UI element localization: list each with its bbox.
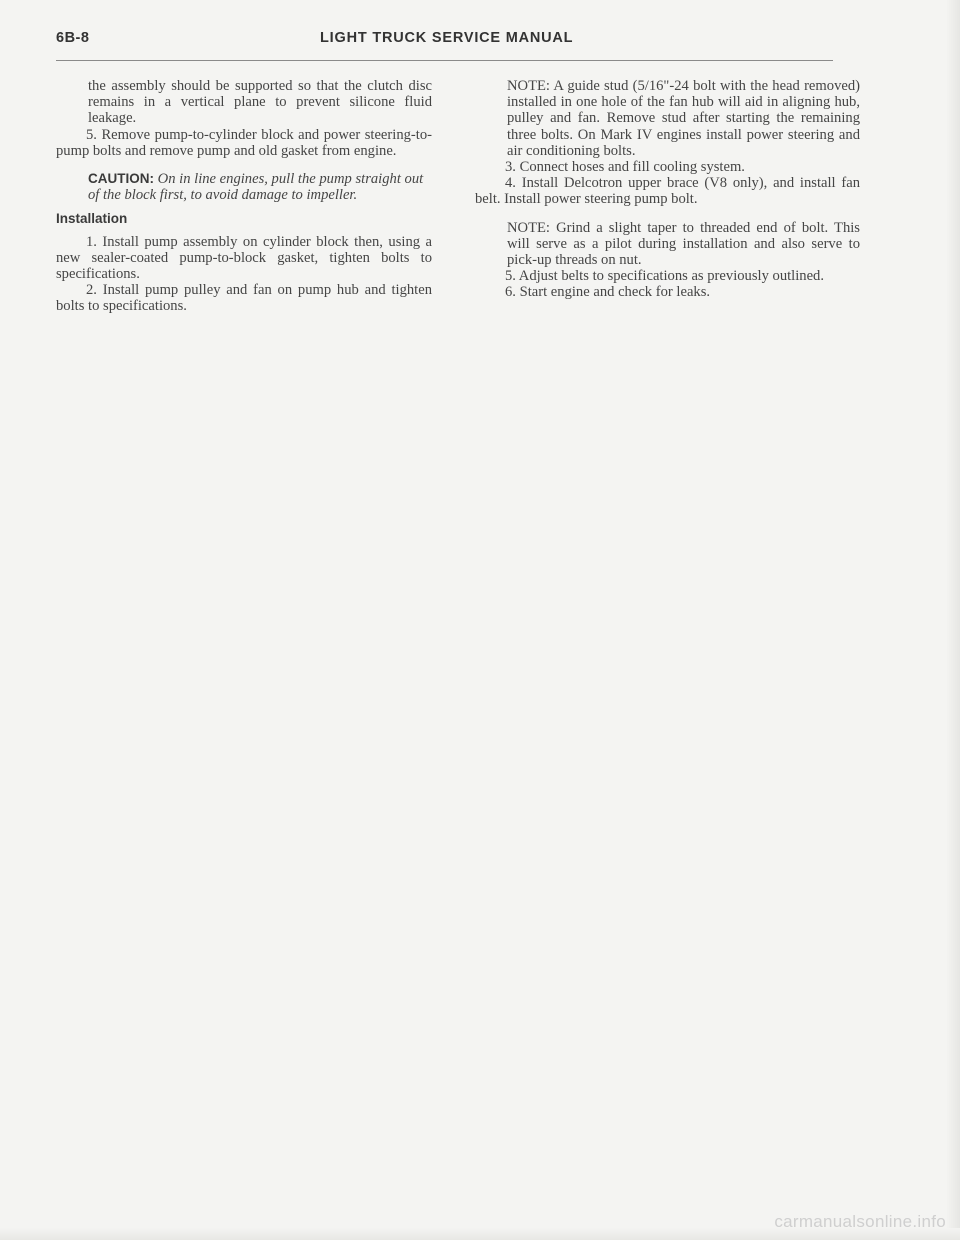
scan-edge-shadow — [946, 0, 960, 1240]
caution-label: CAUTION: — [88, 171, 154, 187]
caution-text: On in line engines, pull the pump straight out of the block first, to avoid damage to impeller. — [88, 171, 424, 204]
step-1-install-pump: 1. Install pump assembly on cylinder block then, using a new sealer-coated pump-to-block gasket, tighten bolts to specifications. — [56, 233, 432, 283]
page-header-title: LIGHT TRUCK SERVICE MANUAL — [320, 30, 574, 46]
step-5-remove-pump: 5. Remove pump-to-cylinder block and power steering-to-pump bolts and remove pump and old gasket from engine. — [56, 126, 432, 159]
caution-note — [56, 171, 432, 203]
step-3-connect-hoses: 3. Connect hoses and fill cooling system. — [505, 159, 745, 176]
installation-heading: Installation — [56, 211, 128, 227]
right-column — [475, 78, 860, 301]
site-watermark: carmanualsonline.info — [774, 1212, 946, 1231]
guide-stud-note: NOTE: A guide stud (5/16"-24 bolt with the head removed) installed in one hole of the fan hub will aid in aligning hub, pulley and fan. Remove stud after starting the remaining three bolts. On Mark IV engines install power steering and air conditioning bolts. — [507, 78, 860, 159]
step-2-install-pulley: 2. Install pump pulley and fan on pump hub and tighten bolts to specifications. — [56, 282, 432, 315]
step-5-adjust-belts: 5. Adjust belts to specifications as previously outlined. — [505, 268, 824, 285]
continued-paragraph: the assembly should be supported so that the clutch disc remains in a vertical plane to prevent silicone fluid leakage. — [88, 78, 432, 127]
step-4-install-brace: 4. Install Delcotron upper brace (V8 only), and install fan belt. Install power steering pump bolt. — [475, 175, 860, 208]
step-6-start-engine: 6. Start engine and check for leaks. — [505, 284, 711, 301]
left-column — [56, 78, 432, 315]
header-divider — [56, 60, 833, 61]
page-number: 6B-8 — [56, 30, 90, 46]
taper-note: NOTE: Grind a slight taper to threaded end of bolt. This will serve as a pilot during installation and also serve to pick-up threads on nut. — [507, 219, 860, 269]
